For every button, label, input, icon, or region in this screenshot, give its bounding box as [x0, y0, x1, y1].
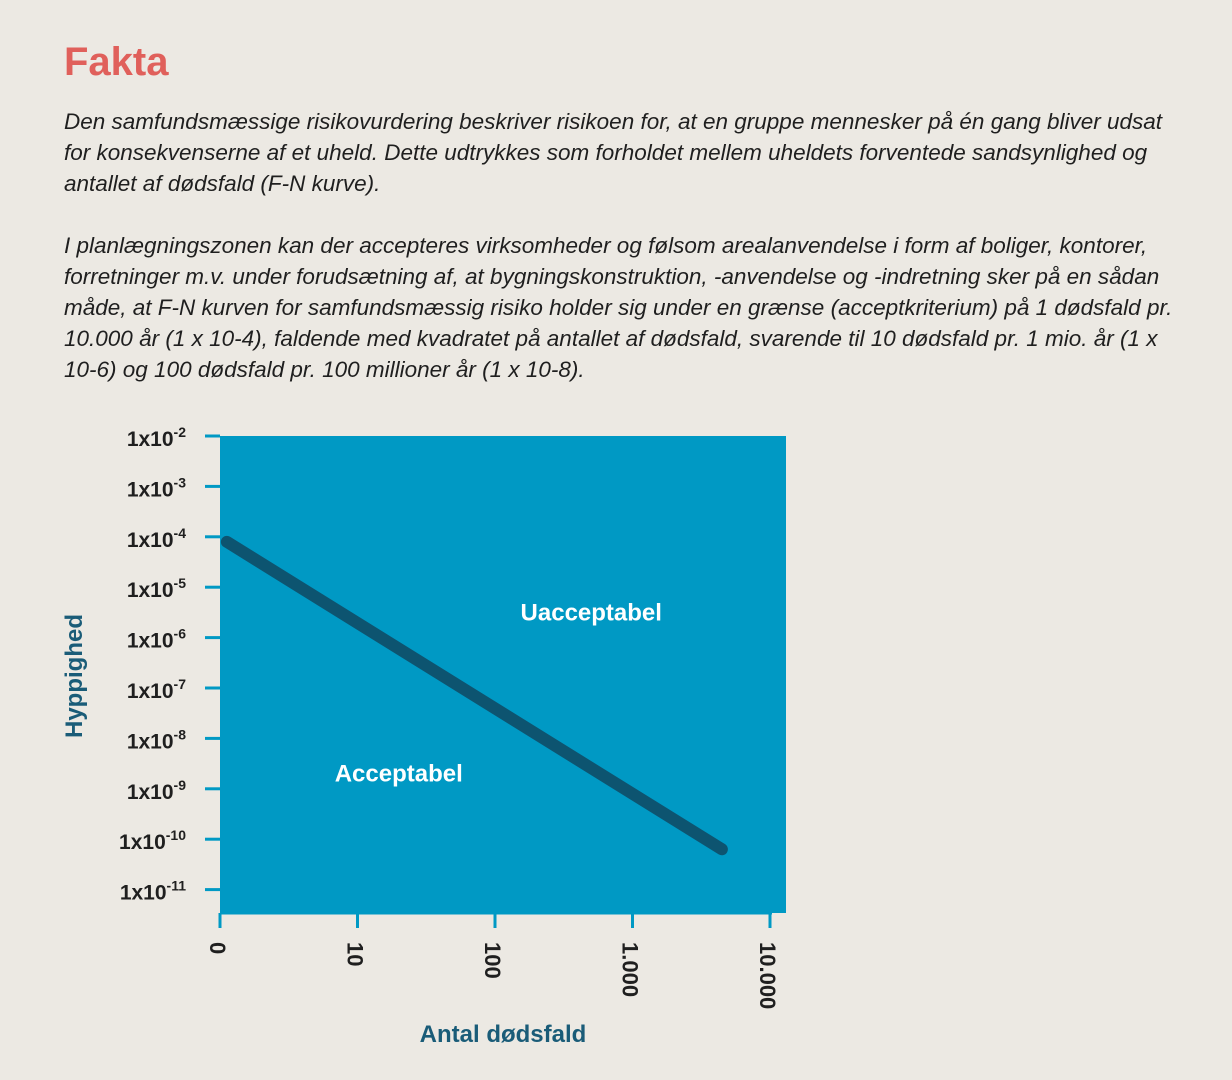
- x-axis: [205, 913, 780, 1009]
- x-tick-label: 0: [205, 942, 230, 955]
- region-label: Acceptabel: [334, 760, 463, 788]
- y-tick-label: $1x10^{-2}$: [126, 424, 186, 451]
- x-tick-label: 100: [480, 942, 505, 979]
- y-tick-label: $1x10^{-7}$: [126, 676, 186, 703]
- x-tick-label: 1.000: [617, 942, 643, 998]
- x-tick-label: 10: [342, 942, 368, 967]
- y-tick-label: $1x10^{-6}$: [126, 625, 186, 653]
- region-label: Uacceptabel: [520, 599, 662, 627]
- y-axis: [119, 424, 220, 905]
- y-tick-label: $1x10^{-8}$: [126, 726, 186, 754]
- y-tick-label: $1x10^{-11}$: [119, 877, 186, 905]
- page-title: Fakta: [64, 40, 169, 84]
- y-tick-label: $1x10^{-5}$: [126, 575, 186, 603]
- y-tick-label: $1x10^{-10}$: [119, 827, 186, 855]
- x-tick-label: 10.000: [755, 942, 780, 1010]
- intro-paragraph: Den samfundsmæssige risikovurdering beskriver risikoen for, at en gruppe mennesker på én gang bliver udsat for konsekvenserne af et uheld. Dette udtrykkes som forholdet mellem uheldets forventede sandsynlighed og antallet af dødsfald (F-N kurve).: [64, 109, 1163, 196]
- y-tick-label: $1x10^{-9}$: [126, 776, 186, 804]
- y-tick-label: $1x10^{-3}$: [126, 474, 186, 502]
- y-tick-label: $1x10^{-4}$: [126, 524, 186, 552]
- y-axis-label: Hyppighed: [61, 614, 88, 738]
- criteria-paragraph: I planlægningszonen kan der accepteres virksomheder og følsom arealanvendelse i form af boliger, kontorer, forretninger m.v. under forudsætning af, at bygningskonstruktion, -anvendelse og -indretning sker på en sådan måde, at F-N kurven for samfundsmæssig risiko holder sig under en grænse (acceptkriterium) på 1 dødsfald pr. 10.000 år (1 x 10-4), faldende med kvadratet på antallet af dødsfald, svarende til 10 dødsfald pr. 1 mio. år (1 x 10-6) og 100 dødsfald pr. 100 millioner år (1 x 10-8).: [64, 233, 1173, 382]
- x-axis-label: Antal dødsfald: [419, 1021, 587, 1048]
